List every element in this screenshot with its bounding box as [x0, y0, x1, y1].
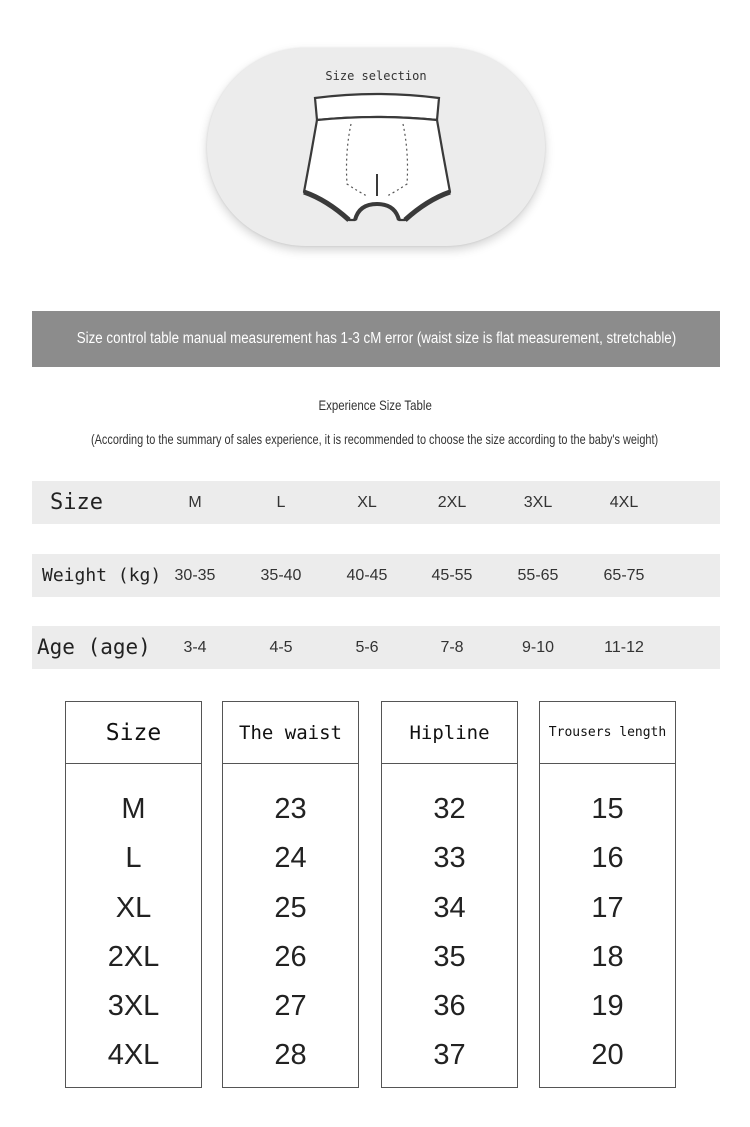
column-value: 28 — [274, 1039, 307, 1072]
column-header: Hipline — [382, 702, 517, 764]
boxer-shorts-icon — [287, 92, 467, 240]
row-cell: 55-65 — [517, 567, 559, 584]
experience-row-size — [32, 481, 720, 524]
column-value: 20 — [591, 1039, 624, 1072]
experience-row-weight — [32, 554, 720, 597]
row-cell: 2XL — [437, 494, 467, 511]
column-value: 34 — [433, 891, 466, 924]
column-value: 24 — [274, 842, 307, 875]
row-cell: 45-55 — [431, 567, 473, 584]
column-value: 4XL — [107, 1039, 160, 1072]
experience-table-note: (According to the summary of sales experience, it is recommended to choose the size according to the baby's weight) — [91, 431, 659, 447]
row-label: Weight (kg) — [42, 565, 162, 586]
badge-title: Size selection — [325, 69, 427, 83]
row-cell: 4XL — [609, 494, 639, 511]
row-label: Size — [50, 490, 103, 515]
column-value: 36 — [433, 990, 466, 1023]
row-cell: 3-4 — [183, 639, 207, 656]
row-cell: 5-6 — [355, 639, 379, 656]
column-value: 35 — [433, 940, 466, 973]
row-label: Age (age) — [37, 635, 151, 659]
row-cell: L — [276, 494, 286, 511]
column-value: M — [121, 793, 146, 825]
column-value: 17 — [591, 891, 624, 924]
row-cell: 40-45 — [346, 567, 388, 584]
row-cell: 30-35 — [174, 567, 216, 584]
column-value: 27 — [274, 990, 307, 1023]
row-cell: XL — [357, 494, 377, 511]
column-value: L — [125, 842, 142, 875]
row-cell: 7-8 — [440, 639, 464, 656]
row-cell: M — [188, 494, 202, 511]
column-value: 26 — [274, 940, 307, 973]
experience-row-age — [32, 626, 720, 669]
row-cell: 35-40 — [260, 567, 302, 584]
column-value: 18 — [591, 940, 624, 973]
measurement-note-banner — [32, 311, 720, 367]
column-value: 25 — [274, 891, 307, 924]
column-value: 32 — [433, 793, 466, 825]
measure-column-trousers-length — [539, 701, 676, 1088]
column-value: 19 — [591, 990, 624, 1023]
column-value: XL — [115, 891, 152, 924]
row-cell: 9-10 — [521, 639, 555, 656]
column-value: 2XL — [107, 940, 160, 973]
experience-table-title: Experience Size Table — [318, 397, 432, 413]
column-header: Trousers length — [540, 702, 675, 764]
column-value: 37 — [433, 1039, 466, 1072]
measure-column-size — [65, 701, 202, 1088]
row-cell: 3XL — [523, 494, 553, 511]
size-selection-badge — [207, 48, 545, 246]
measure-column-waist — [222, 701, 359, 1088]
measure-column-hipline — [381, 701, 518, 1088]
row-cell: 65-75 — [603, 567, 645, 584]
column-header: Size — [66, 702, 201, 764]
row-cell: 11-12 — [604, 639, 644, 656]
column-value: 3XL — [107, 990, 160, 1023]
column-header: The waist — [223, 702, 358, 764]
column-value: 15 — [591, 793, 624, 825]
column-value: 33 — [433, 842, 466, 875]
column-value: 16 — [591, 842, 624, 875]
column-value: 23 — [274, 793, 307, 825]
banner-text: Size control table manual measurement has 1-3 cM error (waist size is flat measurement, stretchable) — [76, 330, 676, 347]
row-cell: 4-5 — [269, 639, 293, 656]
